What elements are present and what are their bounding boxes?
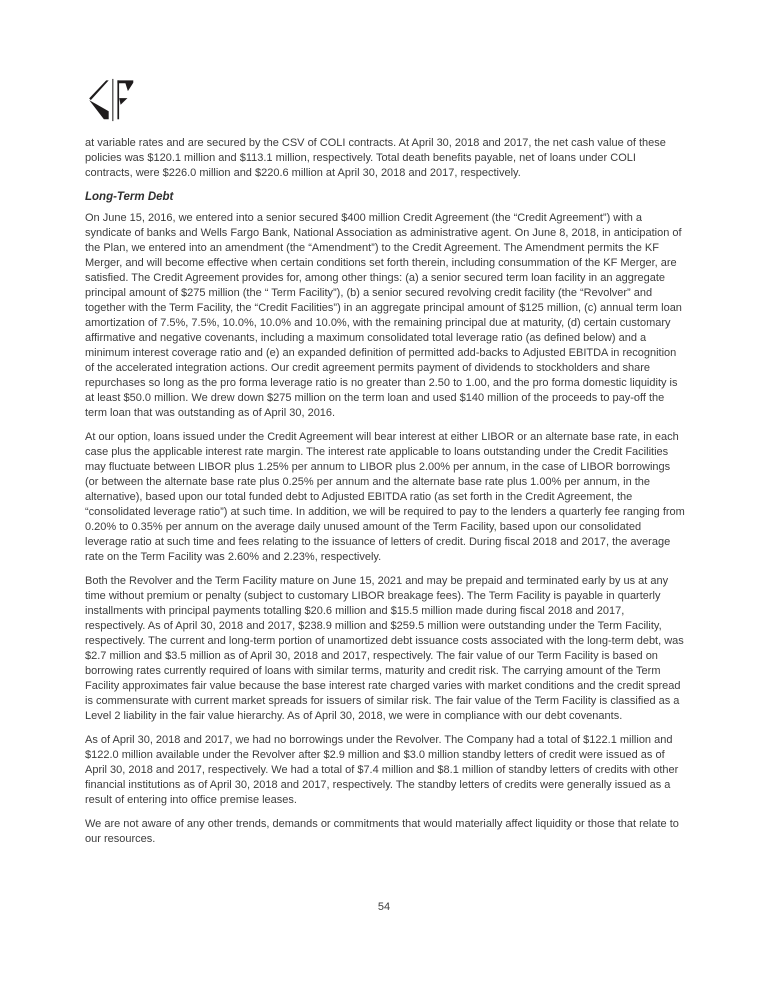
paragraph-credit-agreement: On June 15, 2016, we entered into a senior secured $400 million Credit Agreement (the “Credit Agreement”) with a syndicate of banks and Wells Fargo Bank, National Association as administrative agent. On June 8, 2018, in anticipation of the Plan, we entered into an amendment (the “Amendment”) to the Credit Agreement. The Amendment permits the KF Merger, and will become effective when certain conditions set forth therein, including consummation of the KF Merger, are satisfied. The Credit Agreement provides for, among other things: (a) a senior secured term loan facility in an aggregate principal amount of $275 million (the “ Term Facility”), (b) a senior secured revolving credit facility (the “Revolver” and together with the Term Facility, the “Credit Facilities”) in an aggregate principal amount of $125 million, (c) annual term loan amortization of 7.5%, 7.5%, 10.0%, 10.0% and 10.0%, with the remaining principal due at maturity, (d) certain customary affirmative and negative covenants, including a maximum consolidated total leverage ratio (as defined below) and a minimum interest coverage ratio and (e) an expanded definition of permitted add-backs to Adjusted EBITDA in recognition of the accelerated integration actions. Our credit agreement permits payment of dividends to stockholders and share repurchases so long as the pro forma leverage ratio is no greater than 2.50 to 1.00, and the pro forma domestic liquidity is at least $50.0 million. We drew down $275 million on the term loan and used $140 million of the proceeds to pay-off the term loan that was outstanding as of April 30, 2016. bbox=[85, 212, 682, 419]
korn-ferry-logo bbox=[86, 74, 134, 126]
section-heading-long-term-debt: Long-Term Debt bbox=[85, 191, 174, 203]
kf-monogram-icon bbox=[86, 74, 134, 126]
paragraph-term-facility-maturity: Both the Revolver and the Term Facility mature on June 15, 2021 and may be prepaid and terminated early by us at any time without premium or penalty (subject to customary LIBOR breakage fees). The Term Facility is payable in quarterly installments with principal payments totalling $20.6 million and $15.5 million made during fiscal 2018 and 2017, respectively. As of April 30, 2018 and 2017, $238.9 million and $259.5 million were outstanding under the Term Facility, respectively. The current and long-term portion of unamortized debt issuance costs associated with the long-term debt, was $2.7 million and $3.5 million as of April 30, 2018 and 2017, respectively. The fair value of our Term Facility is based on borrowing rates currently required of loans with similar terms, maturity and credit risk. The carrying amount of the Term Facility approximates fair value because the base interest rate charged varies with market conditions and the credit spread is commensurate with current market spreads for issuers of similar risk. The fair value of the Term Facility is classified as a Level 2 liability in the fair value hierarchy. As of April 30, 2018, we were in compliance with our debt covenants. bbox=[85, 575, 684, 722]
paragraph-interest-rates: At our option, loans issued under the Credit Agreement will bear interest at either LIBOR or an alternate base rate, in each case plus the applicable interest rate margin. The interest rate applicable to loans outstanding under the Credit Facilities may fluctuate between LIBOR plus 1.25% per annum to LIBOR plus 2.00% per annum, in the case of LIBOR borrowings (or between the alternate base rate plus 0.25% per annum and the alternate base rate plus 1.00% per annum, in the alternative), based upon our total funded debt to Adjusted EBITDA ratio (as set forth in the Credit Agreement, the “consolidated leverage ratio”) at such time. In addition, we will be required to pay to the lenders a quarterly fee ranging from 0.20% to 0.35% per annum on the average daily unused amount of the Term Facility, based upon our consolidated leverage ratio at such time and fees relating to the issuance of letters of credit. During fiscal 2018 and 2017, the average rate on the Term Facility was 2.60% and 2.23%, respectively. bbox=[85, 431, 685, 563]
page-number: 54 bbox=[377, 901, 391, 913]
paragraph-revolver-borrowings: As of April 30, 2018 and 2017, we had no borrowings under the Revolver. The Company had a total of $122.1 million and $122.0 million available under the Revolver after $2.9 million and $3.0 million standby letters of credit were issued as of April 30, 2018 and 2017, respectively. We had a total of $7.4 million and $8.1 million of standby letters of credits with other financial institutions as of April 30, 2018 and 2017, respectively. The standby letters of credits were generally issued as a result of entering into office premise leases. bbox=[85, 734, 679, 806]
paragraph-liquidity-trends: We are not aware of any other trends, demands or commitments that would materially affect liquidity or those that relate to our resources. bbox=[85, 818, 679, 845]
page-content bbox=[85, 136, 686, 856]
paragraph-coli-contracts: at variable rates and are secured by the CSV of COLI contracts. At April 30, 2018 and 2017, the net cash value of these policies was $120.1 million and $113.1 million, respectively. Total death benefits payable, net of loans under COLI contracts, were $226.0 million and $220.6 million at April 30, 2018 and 2017, respectively. bbox=[85, 137, 666, 179]
